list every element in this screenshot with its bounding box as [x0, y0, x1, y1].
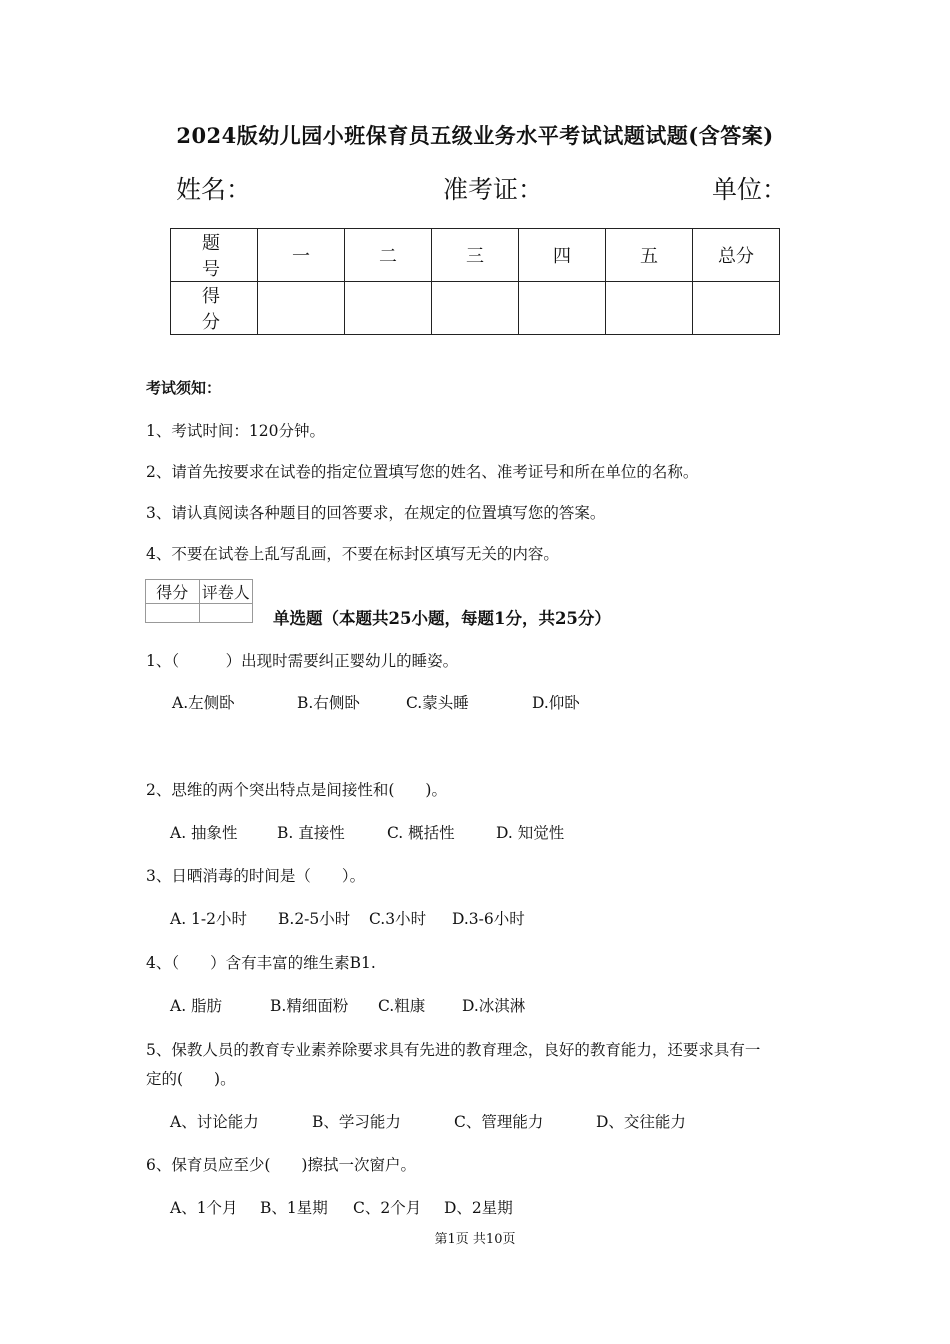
name-field-label: 姓名：	[176, 175, 252, 204]
question-5-option-b: B、学习能力	[312, 1113, 401, 1131]
score-cell-5[interactable]	[606, 282, 693, 335]
score-col-3: 三	[432, 229, 519, 282]
score-table-score-row	[171, 282, 780, 335]
exam-id-field-label: 准考证：	[443, 175, 544, 204]
grader-box	[145, 579, 253, 623]
score-col-1: 一	[258, 229, 345, 282]
question-number-header: 题 号	[171, 229, 258, 282]
score-table	[170, 228, 780, 335]
question-1-option-d: D.仰卧	[532, 694, 580, 712]
question-5-option-d: D、交往能力	[596, 1113, 686, 1131]
question-3-option-a: A. 1-2小时	[170, 910, 248, 928]
score-cell-3[interactable]	[432, 282, 519, 335]
page-title: 2024版幼儿园小班保育员五级业务水平考试试题试题(含答案)	[176, 123, 774, 148]
section-title: 单选题（本题共25小题，每题1分，共25分）	[273, 609, 611, 628]
question-2-option-b: B. 直接性	[277, 824, 345, 842]
question-4-option-a: A. 脂肪	[170, 997, 223, 1015]
question-6-option-d: D、2星期	[444, 1199, 513, 1217]
question-2-option-d: D. 知觉性	[496, 824, 565, 842]
question-3-option-b: B.2-5小时	[278, 910, 351, 928]
notice-item-2: 2、请首先按要求在试卷的指定位置填写您的姓名、准考证号和所在单位的名称。	[146, 463, 699, 481]
notice-heading: 考试须知：	[146, 379, 222, 397]
score-col-2: 二	[345, 229, 432, 282]
question-4-option-b: B.精细面粉	[270, 997, 349, 1015]
question-1-option-c: C.蒙头睡	[406, 694, 469, 712]
question-5-option-c: C、管理能力	[454, 1113, 544, 1131]
score-cell-total[interactable]	[693, 282, 780, 335]
question-5-option-a: A、讨论能力	[170, 1113, 259, 1131]
grader-reviewer-label: 评卷人	[199, 580, 253, 604]
question-6-option-c: C、2个月	[353, 1199, 422, 1217]
question-6-option-a: A、1个月	[170, 1199, 238, 1217]
grader-score-label: 得分	[146, 580, 200, 604]
score-col-total: 总分	[693, 229, 780, 282]
question-4-option-c: C.粗康	[378, 997, 426, 1015]
question-6-option-b: B、1星期	[260, 1199, 328, 1217]
score-cell-1[interactable]	[258, 282, 345, 335]
question-1-option-b: B.右侧卧	[297, 694, 360, 712]
notice-item-4: 4、不要在试卷上乱写乱画，不要在标封区填写无关的内容。	[146, 545, 559, 563]
page-footer: 第1页 共10页	[434, 1232, 516, 1247]
notice-item-1: 1、考试时间：120分钟。	[146, 422, 325, 440]
score-col-5: 五	[606, 229, 693, 282]
question-4-option-d: D.冰淇淋	[462, 997, 526, 1015]
unit-field-label: 单位：	[712, 175, 788, 204]
question-6-stem: 6、保育员应至少( )擦拭一次窗户。	[146, 1156, 416, 1174]
question-3-option-d: D.3-6小时	[452, 910, 525, 928]
grader-reviewer-cell[interactable]	[199, 604, 253, 623]
question-1-option-a: A.左侧卧	[172, 694, 235, 712]
grader-score-cell[interactable]	[146, 604, 200, 623]
question-5-stem-continued: 定的( )。	[146, 1070, 236, 1088]
question-2-stem: 2、思维的两个突出特点是间接性和( )。	[146, 781, 447, 799]
score-table-header-row	[171, 229, 780, 282]
question-3-stem: 3、日晒消毒的时间是（ ）。	[146, 867, 366, 885]
question-4-stem: 4、（ ）含有丰富的维生素B1.	[146, 954, 376, 972]
score-cell-2[interactable]	[345, 282, 432, 335]
question-2-option-a: A. 抽象性	[170, 824, 238, 842]
score-col-4: 四	[519, 229, 606, 282]
score-row-label: 得 分	[171, 282, 258, 335]
notice-item-3: 3、请认真阅读各种题目的回答要求，在规定的位置填写您的答案。	[146, 504, 606, 522]
question-2-option-c: C. 概括性	[387, 824, 455, 842]
score-cell-4[interactable]	[519, 282, 606, 335]
question-3-option-c: C.3小时	[369, 910, 427, 928]
question-5-stem: 5、保教人员的教育专业素养除要求具有先进的教育理念，良好的教育能力，还要求具有一	[146, 1041, 761, 1059]
question-1-stem: 1、（ ）出现时需要纠正婴幼儿的睡姿。	[146, 652, 459, 670]
